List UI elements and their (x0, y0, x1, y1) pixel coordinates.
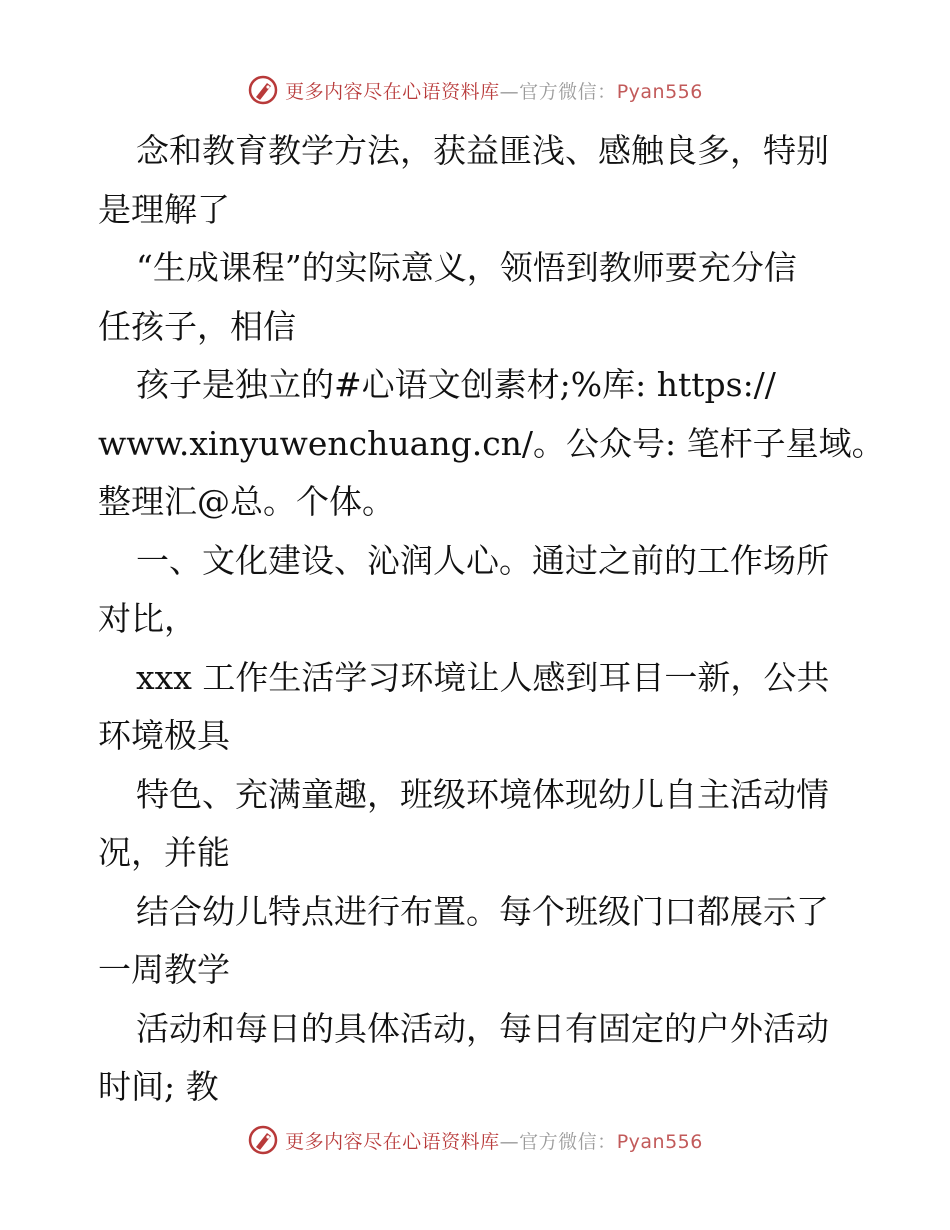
text-line: 时间; 教 (98, 1067, 219, 1106)
header-watermark (0, 70, 950, 110)
text-line: 念和教育教学方法，获益匪浅、感触良多，特别 (136, 131, 829, 170)
pen-nib-circle-icon (247, 74, 279, 106)
watermark-text: 更多内容尽在心语资料库—官方微信：Pyan556 (285, 1130, 703, 1153)
text-line: 整理汇@总。个体。 (98, 482, 395, 521)
watermark-text: 更多内容尽在心语资料库—官方微信：Pyan556 (285, 80, 703, 103)
text-line: 任孩子，相信 (98, 306, 296, 346)
document-body (98, 122, 885, 1117)
text-line: 孩子是独立的#心语文创素材;%库: https:// (136, 365, 776, 404)
text-line: 环境极具 (98, 716, 230, 755)
text-line: 况，并能 (98, 833, 230, 872)
text-line: 活动和每日的具体活动，每日有固定的户外活动 (136, 1008, 829, 1048)
text-line: 特色、充满童趣，班级环境体现幼儿自主活动情 (136, 774, 829, 814)
footer-watermark (0, 1120, 950, 1160)
text-line: 结合幼儿特点进行布置。每个班级门口都展示了 (136, 891, 829, 931)
text-line: 对比， (98, 599, 197, 638)
text-line: xxx 工作生活学习环境让人感到耳目一新，公共 (136, 657, 830, 697)
text-line: 是理解了 (98, 189, 230, 229)
pen-nib-circle-icon (247, 1124, 279, 1156)
text-line: 一、文化建设、沁润人心。通过之前的工作场所 (136, 540, 829, 580)
text-line: 一周教学 (98, 950, 230, 989)
text-line: “生成课程”的实际意义，领悟到教师要充分信 (136, 248, 797, 287)
text-line: www.xinyuwenchuang.cn/。公众号: 笔杆子星域。 (98, 423, 885, 463)
